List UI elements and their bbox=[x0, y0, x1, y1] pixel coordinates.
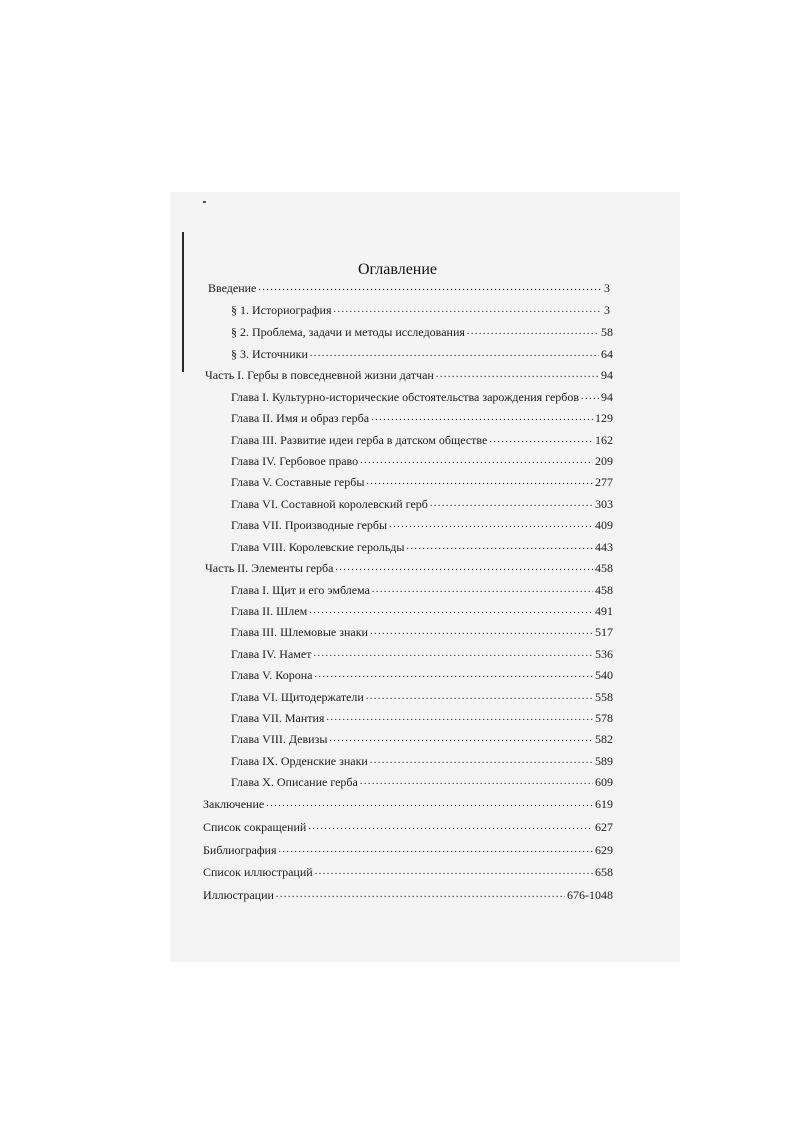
toc-entry-page: 58 bbox=[601, 325, 613, 339]
toc-entry[interactable] bbox=[203, 887, 613, 905]
toc-entry-page: 578 bbox=[595, 711, 613, 725]
dot-leader bbox=[372, 582, 593, 594]
dot-leader bbox=[326, 710, 593, 722]
toc-entry[interactable] bbox=[231, 496, 613, 514]
toc-entry[interactable] bbox=[231, 667, 613, 685]
toc-entry[interactable] bbox=[231, 582, 613, 600]
dot-leader bbox=[313, 646, 593, 658]
dot-leader bbox=[366, 474, 593, 486]
toc-entry[interactable] bbox=[231, 517, 613, 535]
toc-entry-label: Список иллюстраций bbox=[203, 865, 313, 879]
toc-entry-page: 458 bbox=[595, 561, 613, 575]
toc-entry-label: Глава VIII. Девизы bbox=[231, 732, 328, 746]
toc-entry-page: 3 bbox=[604, 281, 610, 295]
toc-entry-page: 658 bbox=[595, 865, 613, 879]
toc-entry-label: Глава V. Составные гербы bbox=[231, 475, 365, 489]
toc-entry-label: Глава VI. Щитодержатели bbox=[231, 690, 364, 704]
toc-entry-label: Глава II. Шлем bbox=[231, 604, 308, 618]
toc-entry[interactable] bbox=[231, 346, 613, 364]
toc-entry-page: 129 bbox=[595, 411, 613, 425]
toc-entry[interactable] bbox=[205, 560, 613, 578]
dot-leader bbox=[366, 689, 593, 701]
dot-leader bbox=[360, 453, 593, 465]
toc-entry[interactable] bbox=[231, 731, 613, 749]
toc-entry-label: Заключение bbox=[203, 797, 265, 811]
toc-entry-label: Список сокращений bbox=[203, 820, 307, 834]
dot-leader bbox=[314, 667, 593, 679]
dot-leader bbox=[370, 753, 593, 765]
dot-leader bbox=[370, 624, 593, 636]
toc-entry-page: 540 bbox=[595, 668, 613, 682]
toc-entry-page: 443 bbox=[595, 540, 613, 554]
scan-speck bbox=[203, 201, 206, 203]
toc-entry[interactable] bbox=[208, 280, 610, 298]
dot-leader bbox=[406, 539, 593, 551]
toc-entry[interactable] bbox=[231, 539, 613, 557]
toc-entry-label: Глава I. Щит и его эмблема bbox=[231, 583, 370, 597]
toc-entry-page: 458 bbox=[595, 583, 613, 597]
toc-entry[interactable] bbox=[203, 819, 613, 837]
toc-entry[interactable] bbox=[231, 710, 613, 728]
dot-leader bbox=[467, 324, 599, 336]
toc-entry-page: 64 bbox=[601, 347, 613, 361]
toc-entry-label: Глава IV. Гербовое право bbox=[231, 454, 359, 468]
toc-entry[interactable] bbox=[231, 646, 613, 664]
toc-entry-label: Глава VII. Производные гербы bbox=[231, 518, 388, 532]
toc-entry[interactable] bbox=[231, 603, 613, 621]
dot-leader bbox=[310, 346, 599, 358]
toc-entry-page: 491 bbox=[595, 604, 613, 618]
dot-leader bbox=[389, 517, 593, 529]
toc-entry-label: Библиография bbox=[203, 843, 277, 857]
toc-entry-label: Глава X. Описание герба bbox=[231, 775, 358, 789]
toc-entry[interactable] bbox=[231, 474, 613, 492]
dot-leader bbox=[333, 302, 602, 314]
toc-entry-label: Глава VIII. Королевские герольды bbox=[231, 540, 405, 554]
toc-entry-label: Глава IV. Намет bbox=[231, 647, 312, 661]
toc-entry[interactable] bbox=[231, 689, 613, 707]
toc-entry-page: 303 bbox=[595, 497, 613, 511]
toc-entry-page: 536 bbox=[595, 647, 613, 661]
toc-entry-page: 582 bbox=[595, 732, 613, 746]
toc-entry-label: Глава III. Развитие идеи герба в датском обществе bbox=[231, 433, 488, 447]
toc-entry-page: 609 bbox=[595, 775, 613, 789]
dot-leader bbox=[279, 842, 594, 854]
toc-entry-page: 94 bbox=[601, 390, 613, 404]
toc-entry-label: Часть II. Элементы герба bbox=[205, 561, 334, 575]
toc-entry-page: 627 bbox=[595, 820, 613, 834]
margin-line bbox=[182, 232, 184, 372]
toc-entry-page: 589 bbox=[595, 754, 613, 768]
dot-leader bbox=[360, 774, 593, 786]
toc-entry[interactable] bbox=[231, 410, 613, 428]
toc-entry[interactable] bbox=[203, 864, 613, 882]
toc-entry-page: 3 bbox=[604, 303, 610, 317]
dot-leader bbox=[371, 410, 593, 422]
dot-leader bbox=[315, 864, 593, 876]
toc-entry-page: 629 bbox=[595, 843, 613, 857]
toc-entry[interactable] bbox=[231, 432, 613, 450]
toc-entry-label: Глава VI. Составной королевский герб bbox=[231, 497, 428, 511]
toc-entry-label: Глава III. Шлемовые знаки bbox=[231, 625, 368, 639]
toc-entry-page: 619 bbox=[595, 797, 613, 811]
dot-leader bbox=[436, 367, 599, 379]
toc-entry[interactable] bbox=[231, 753, 613, 771]
toc-entry-page: 409 bbox=[595, 518, 613, 532]
toc-entry[interactable] bbox=[231, 774, 613, 792]
toc-entry-page: 517 bbox=[595, 625, 613, 639]
toc-entry[interactable] bbox=[231, 624, 613, 642]
dot-leader bbox=[309, 603, 593, 615]
toc-entry-label: Глава II. Имя и образ герба bbox=[231, 411, 370, 425]
dot-leader bbox=[308, 819, 593, 831]
toc-entry-page: 277 bbox=[595, 475, 613, 489]
dot-leader bbox=[489, 432, 593, 444]
toc-entry-label: § 3. Источники bbox=[231, 347, 308, 361]
dot-leader bbox=[258, 280, 602, 292]
toc-entry-label: § 1. Историография bbox=[231, 303, 332, 317]
toc-entry[interactable] bbox=[231, 302, 610, 320]
toc-entry-label: Введение bbox=[208, 281, 257, 295]
dot-leader bbox=[276, 887, 565, 899]
toc-entry-label: Глава V. Корона bbox=[231, 668, 313, 682]
toc-entry-page: 558 bbox=[595, 690, 613, 704]
toc-entry-page: 676-1048 bbox=[567, 888, 613, 902]
toc-entry[interactable] bbox=[231, 389, 613, 407]
dot-leader bbox=[581, 389, 599, 401]
toc-entry-label: Глава I. Культурно-исторические обстоятельства зарождения гербов bbox=[231, 390, 580, 404]
toc-entry-page: 162 bbox=[595, 433, 613, 447]
toc-entry-label: Часть I. Гербы в повседневной жизни датчан bbox=[205, 368, 434, 382]
toc-entry-page: 209 bbox=[595, 454, 613, 468]
toc-entry-label: Глава VII. Мантия bbox=[231, 711, 325, 725]
dot-leader bbox=[266, 796, 593, 808]
toc-entry[interactable] bbox=[231, 324, 613, 342]
dot-leader bbox=[335, 560, 593, 572]
page-title: Оглавление bbox=[357, 261, 438, 278]
toc-entry[interactable] bbox=[203, 796, 613, 814]
toc-entry[interactable] bbox=[205, 367, 613, 385]
toc-entry[interactable] bbox=[203, 842, 613, 860]
dot-leader bbox=[329, 731, 593, 743]
toc-entry-label: § 2. Проблема, задачи и методы исследования bbox=[231, 325, 465, 339]
dot-leader bbox=[430, 496, 593, 508]
toc-entry[interactable] bbox=[231, 453, 613, 471]
toc-entry-label: Глава IX. Орденские знаки bbox=[231, 754, 368, 768]
toc-entry-page: 94 bbox=[601, 368, 613, 382]
toc-entry-label: Иллюстрации bbox=[203, 888, 274, 902]
